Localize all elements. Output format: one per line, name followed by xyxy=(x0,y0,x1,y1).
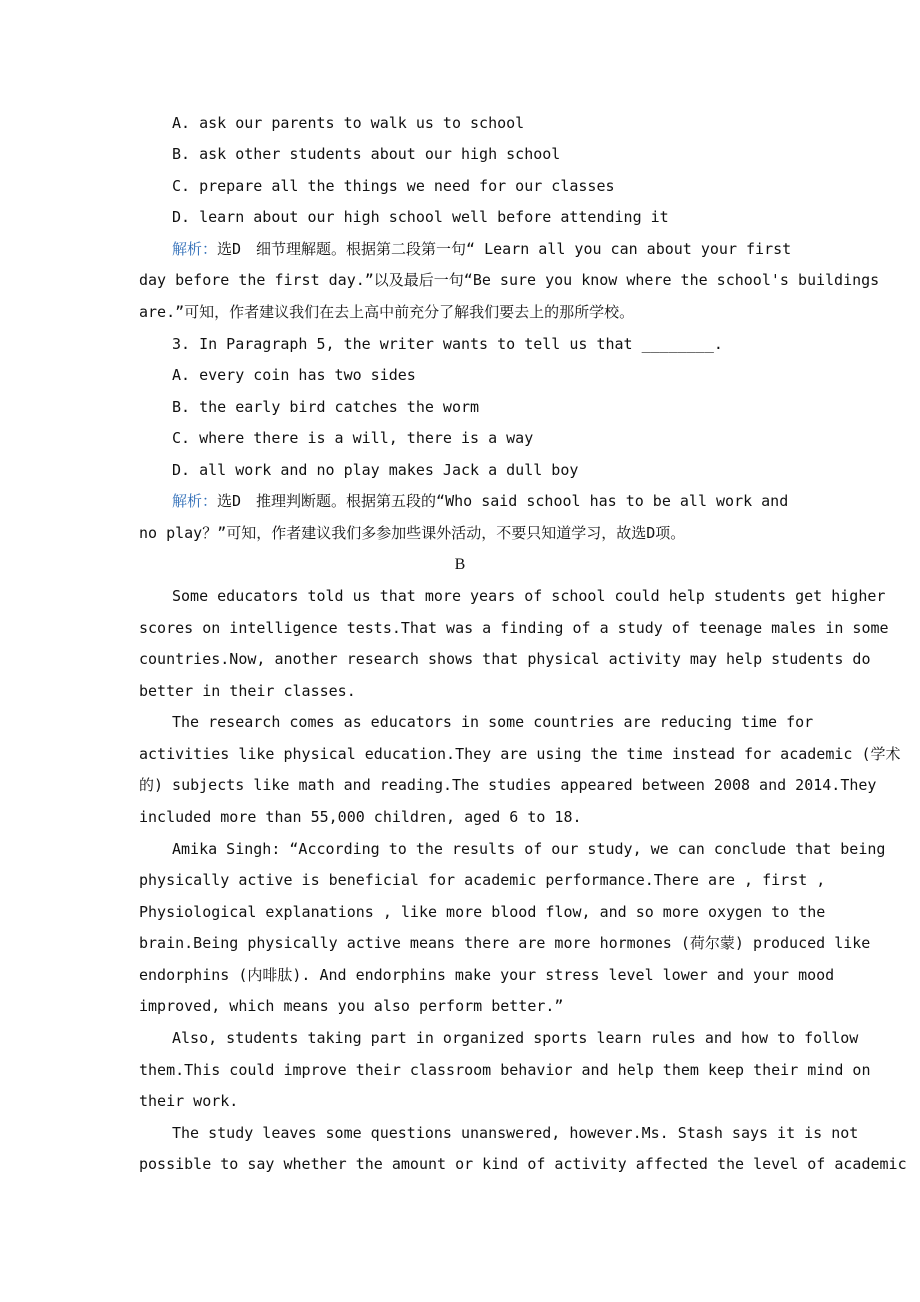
paragraph-1-line: Some educators told us that more years of school could help students get higher xyxy=(172,587,886,605)
q3-option-b: B. the early bird catches the worm xyxy=(172,398,480,416)
q3-analysis-line2: no play？”可知，作者建议我们多参加些课外活动，不要只知道学习，故选D项。 xyxy=(139,524,686,542)
q3-question: 3. In Paragraph 5, the writer wants to tell us that ________. xyxy=(172,335,723,353)
q3-option-a: A. every coin has two sides xyxy=(172,366,416,384)
paragraph-3-line: improved, which means you also perform better.” xyxy=(139,997,564,1015)
analysis-label: 解析： xyxy=(172,240,218,258)
q3-analysis-text: 选D 推理判断题。根据第五段的“Who said school has to be all work and xyxy=(217,492,789,510)
paragraph-2-line: The research comes as educators in some countries are reducing time for xyxy=(172,713,814,731)
paragraph-2-line: included more than 55,000 children, aged 6 to 18. xyxy=(139,808,582,826)
section-b-heading: B xyxy=(454,556,466,573)
paragraph-4-line: Also, students taking part in organized sports learn rules and how to follow xyxy=(172,1029,859,1047)
q2-option-a: A. ask our parents to walk us to school xyxy=(172,114,525,132)
q2-analysis-line3: are.”可知，作者建议我们在去上高中前充分了解我们要去上的那所学校。 xyxy=(139,303,635,321)
paragraph-5-line: possible to say whether the amount or kind of activity affected the level of academic xyxy=(139,1155,907,1173)
paragraph-1-line: scores on intelligence tests.That was a finding of a study of teenage males in some xyxy=(139,619,889,637)
q2-option-d: D. learn about our high school well before attending it xyxy=(172,208,669,226)
paragraph-1-line: better in their classes. xyxy=(139,682,356,700)
paragraph-2-line: activities like physical education.They are using the time instead for academic (学术 xyxy=(139,745,901,763)
q3-option-d: D. all work and no play makes Jack a dull boy xyxy=(172,461,579,479)
paragraph-5-line: The study leaves some questions unanswered, however.Ms. Stash says it is not xyxy=(172,1124,859,1142)
q2-option-b: B. ask other students about our high school xyxy=(172,145,561,163)
q2-analysis-line1 xyxy=(172,239,791,259)
q3-analysis-line1 xyxy=(172,491,788,511)
q2-option-c: C. prepare all the things we need for our classes xyxy=(172,177,615,195)
paragraph-3-line: endorphins (内啡肽). And endorphins make your stress level lower and your mood xyxy=(139,966,835,984)
q2-analysis-line2: day before the first day.”以及最后一句“Be sure you know where the school's buildings xyxy=(139,271,880,289)
paragraph-3-line: brain.Being physically active means there are more hormones (荷尔蒙) produced like xyxy=(139,934,871,952)
q2-analysis-text: 选D 细节理解题。根据第二段第一句“ Learn all you can about your first xyxy=(217,240,792,258)
paragraph-4-line: their work. xyxy=(139,1092,239,1110)
paragraph-3-line: physically active is beneficial for academic performance.There are , first , xyxy=(139,871,826,889)
paragraph-3-line: Physiological explanations , like more blood flow, and so more oxygen to the xyxy=(139,903,826,921)
paragraph-3-line: Amika Singh: “According to the results of our study, we can conclude that being xyxy=(172,840,886,858)
paragraph-4-line: them.This could improve their classroom behavior and help them keep their mind on xyxy=(139,1061,871,1079)
paragraph-2-line: 的) subjects like math and reading.The studies appeared between 2008 and 2014.They xyxy=(139,776,877,794)
paragraph-1-line: countries.Now, another research shows that physical activity may help students do xyxy=(139,650,871,668)
q3-option-c: C. where there is a will, there is a way xyxy=(172,429,534,447)
analysis-label: 解析： xyxy=(172,492,218,510)
